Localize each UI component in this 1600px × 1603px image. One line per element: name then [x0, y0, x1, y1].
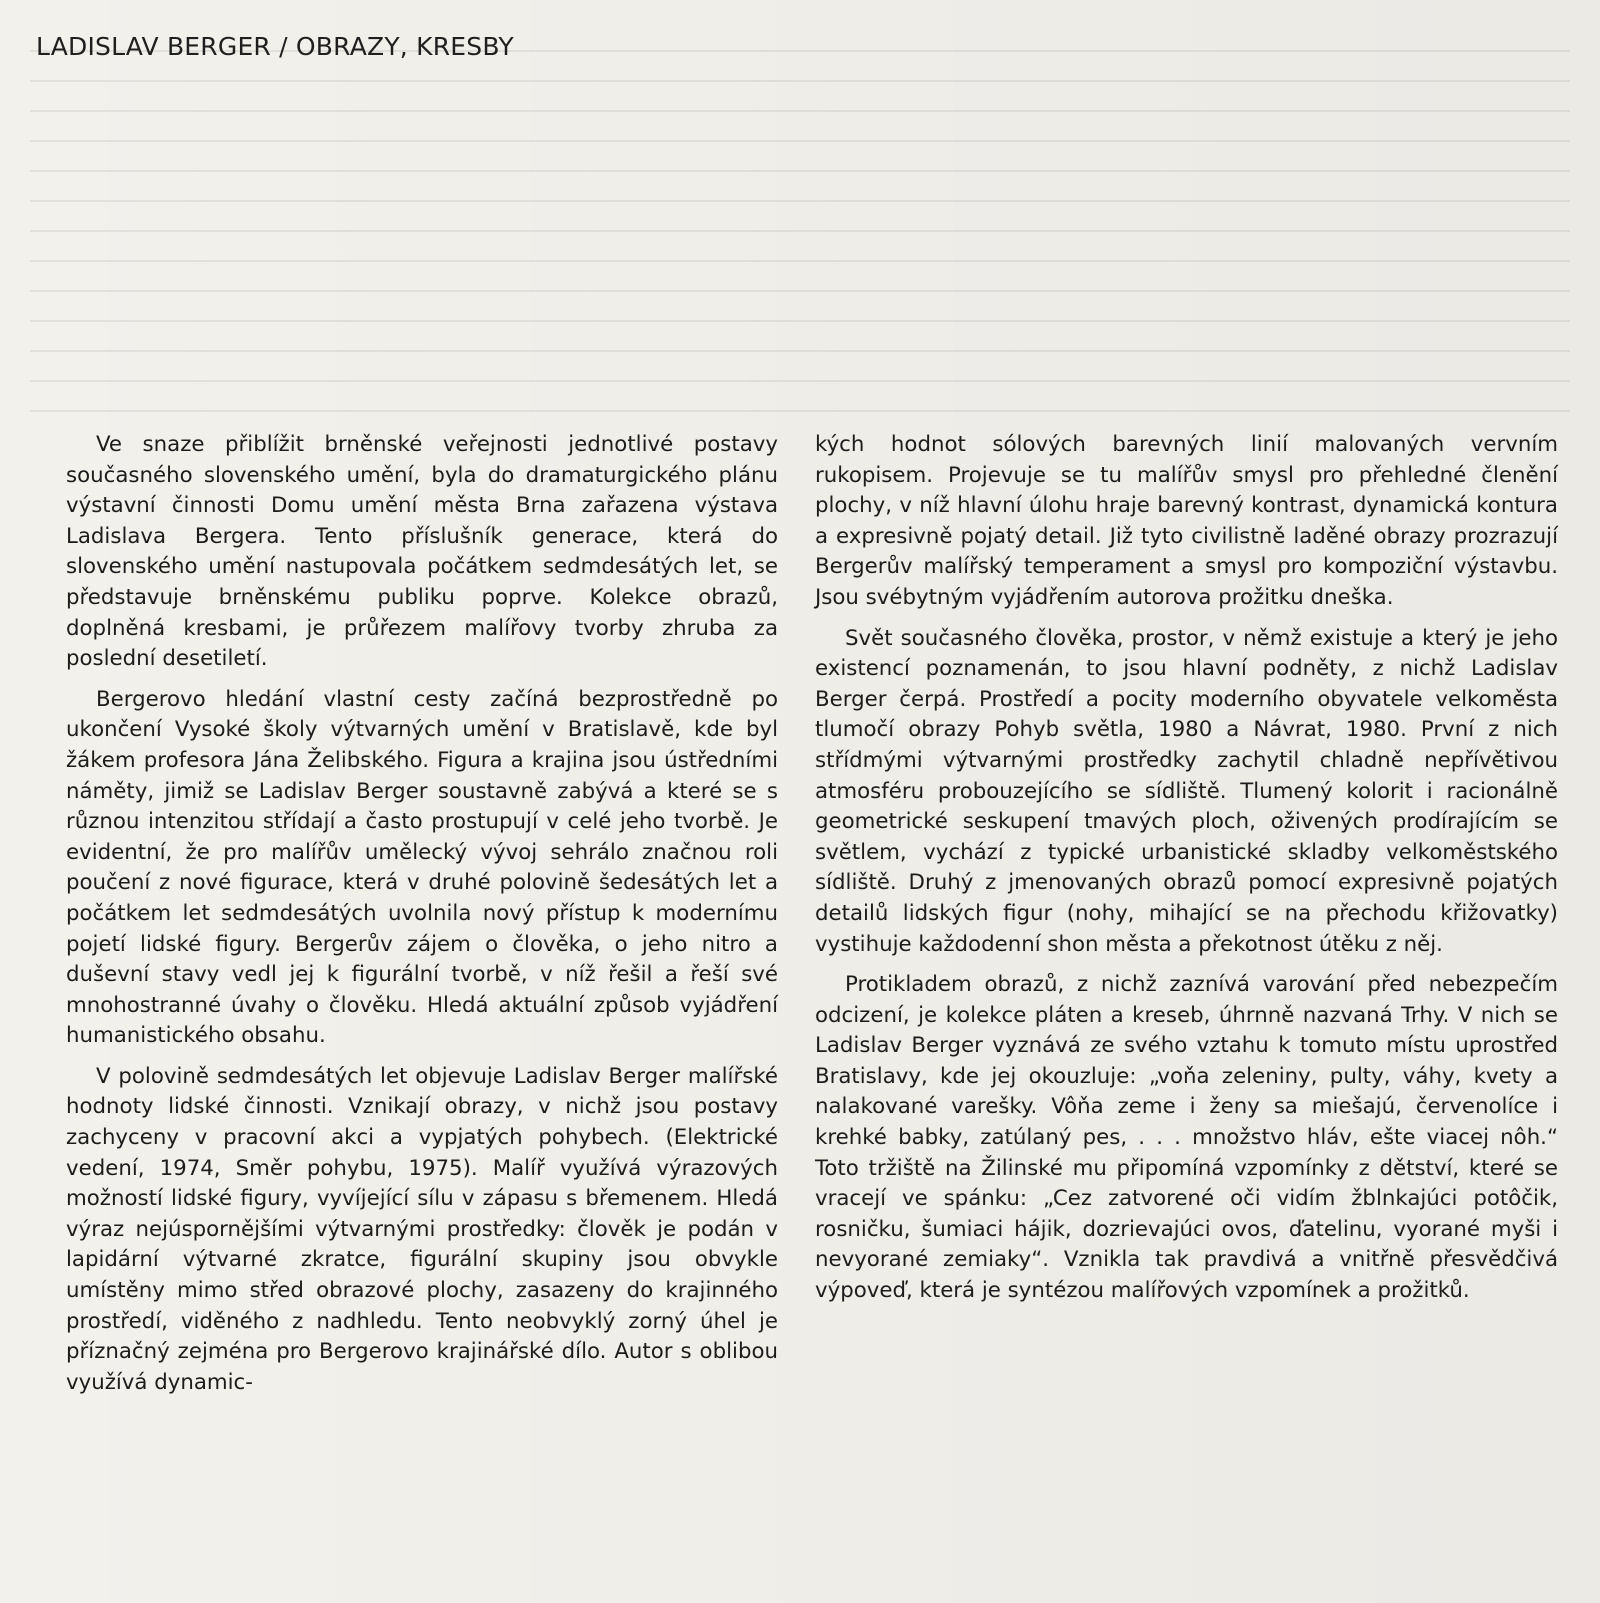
- paragraph: Ve snaze přiblížit brněnské veřejnosti jednotlivé postavy současného slovenského umění, byla do dramaturgického plánu výstavní činnosti Domu umění města Brna zařazena výstava Ladislava Bergera. Tento příslušník generace, která do slovenského umění nastupovala počátkem sedmdesátých let, se představuje brněnskému publiku poprve. Kolekce obrazů, doplněná kresbami, je průřezem malířovy tvorby zhruba za poslední desetiletí.: [66, 432, 778, 672]
- page-heading: LADISLAV BERGER / OBRAZY, KRESBY: [36, 32, 514, 61]
- left-text-column: [66, 430, 778, 1408]
- paragraph: Svět současného člověka, prostor, v němž existuje a který je jeho existencí poznamenán, to jsou hlavní podněty, z nichž Ladislav Berger čerpá. Prostředí a pocity moderního obyvatele velkoměsta tlumočí obrazy Pohyb světla, 1980 a Návrat, 1980. První z nich střídmými výtvarnými prostředky zachytil chladně nepřívětivou atmosféru probouzejícího se sídliště. Tlumený kolorit i racionálně geometrické seskupení tmavých ploch, oživených prodírajícím se světlem, vychází z typické urbanistické skladby velkoměstského sídliště. Druhý z jmenovaných obrazů pomocí expresivně pojatých detailů lidských figur (nohy, mihající se na přechodu křižovatky) vystihuje každodenní shon města a překotnost útěku z něj.: [815, 625, 1558, 957]
- paragraph: V polovině sedmdesátých let objevuje Ladislav Berger malířské hodnoty lidské činnosti. Vznikají obrazy, v nichž jsou postavy zachyceny v pracovní akci a vypjatých pohybech. (Elektrické vedení, 1974, Směr pohybu, 1975). Malíř využívá výrazových možností lidské figury, vyvíjející sílu v zápasu s břemenem. Hledá výraz nejúspornějšími výtvarnými prostředky: člověk je podán v lapidární výtvarné zkratce, figurální skupiny jsou obvykle umístěny mimo střed obrazové plochy, zasazeny do krajinného prostředí, viděného z nadhledu. Tento neobvyklý zorný úhel je příznačný zejména pro Bergerovo krajinářské dílo. Autor s oblibou využívá dynamic-: [66, 1063, 778, 1395]
- paragraph: kých hodnot sólových barevných linií malovaných vervním rukopisem. Projevuje se tu malířův smysl pro přehledné členění plochy, v níž hlavní úlohu hraje barevný kontrast, dynamická kontura a expresivně pojatý detail. Již tyto civilistně laděné obrazy prozrazují Bergerův malířský temperament a smysl pro kompoziční výstavbu. Jsou svébytným vyjádřením autorova prožitku dneška.: [815, 432, 1558, 610]
- paragraph: Bergerovo hledání vlastní cesty začíná bezprostředně po ukončení Vysoké školy výtvarných umění v Bratislavě, kde byl žákem profesora Jána Želibského. Figura a krajina jsou ústředními náměty, jimiž se Ladislav Berger soustavně zabývá a které se s různou intenzitou střídají a často prostupují v celé jeho tvorbě. Je evidentní, že pro malířův umělecký vývoj sehrálo značnou roli poučení z nové figurace, která v druhé polovině šedesátých let a počátkem let sedmdesátých uvolnila nový přístup k modernímu pojetí lidské figury. Bergerův zájem o člověka, o jeho nitro a duševní stavy vedl jej k figurální tvorbě, v níž řešil a řeší své mnohostranné úvahy o člověku. Hledá aktuální způsob vyjádření humanistického obsahu.: [66, 686, 778, 1049]
- paragraph: Protikladem obrazů, z nichž zaznívá varování před nebezpečím odcizení, je kolekce pláten a kreseb, úhrnně nazvaná Trhy. V nich se Ladislav Berger vyznává ze svého vztahu k tomuto místu uprostřed Bratislavy, kde jej okouzluje: „voňa zeleniny, pulty, váhy, kvety a nalakované varešky. Vôňa zeme i ženy sa miešajú, červenolíce i krehké babky, zatúlaný pes, . . . množstvo hláv, ešte viacej nôh.“ Toto tržiště na Žilinské mu připomíná vzpomínky z dětství, které se vracejí ve spánku: „Cez zatvorené oči vidím žblnkajúci potôčik, rosničku, šumiaci hájik, dozrievajúci ovos, ďatelinu, vyorané myši i nevyorané zemiaky“. Vznikla tak pravdivá a vnitřně přesvědčivá výpoveď, která je syntézou malířových vzpomínek a prožitků.: [815, 972, 1558, 1304]
- right-text-column: [815, 430, 1558, 1317]
- bleed-through-texture: [30, 50, 1570, 420]
